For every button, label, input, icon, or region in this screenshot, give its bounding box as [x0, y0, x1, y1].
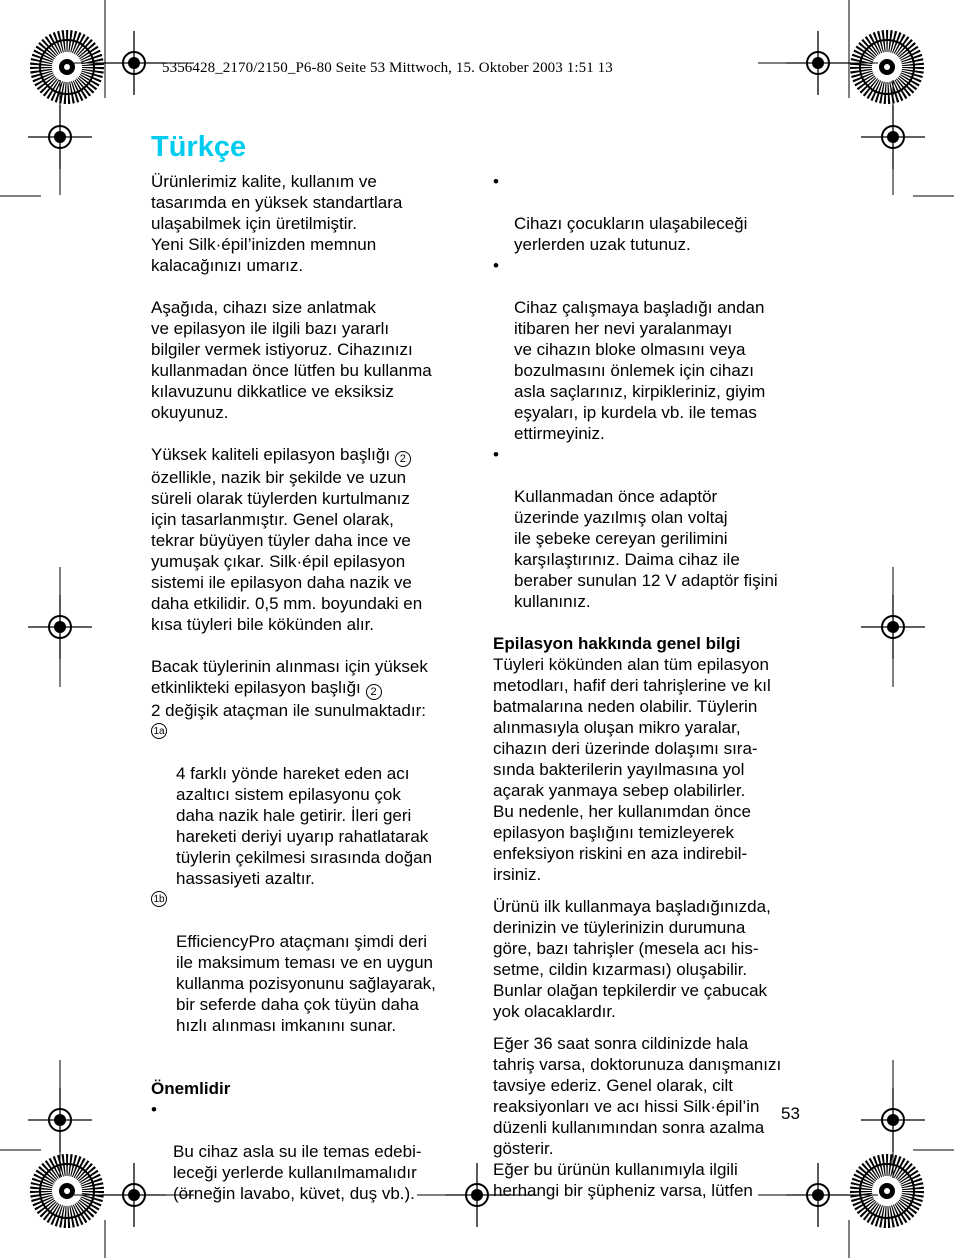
attachments-line2: etkinlikteki epilasyon başlığı	[151, 678, 361, 697]
bullet: •	[493, 256, 499, 275]
epilation-head-rest: özellikle, nazik bir şekilde ve uzun süreli olarak tüylerden kurtulmanız için tasarlanmıştır. Genel olarak, tekrar büyüyen tüyler daha ince ve yumuşak çıkar. Silk·épil epilasyon sistemi ile epilasyon daha nazik ve daha etkilidir. 0,5 mm. boyundaki en kısa tüyleri bile kökünden alır.	[151, 468, 423, 634]
list-item-text: Kullanmadan önce adaptör üzerinde yazılmış olan voltaj ile şebeke cereyan gerilimini karşılaştırınız. Daima cihaz ile beraber sunulan 12 V adaptör fişini kullanınız.	[514, 487, 778, 611]
list-item-text: Cihaz çalışmaya başladığı andan itibaren her nevi yaralanmayı ve cihazın bloke olmasını veya bozulmasını önlemek için cihazı asla saçlarınız, kirpikleriniz, giyim eşyaları, ip kurdela vb. ile temas ettirmeyiniz.	[514, 298, 766, 443]
left-column	[151, 171, 461, 1204]
epilation-head-line1: Yüksek kaliteli epilasyon başlığı	[151, 445, 391, 464]
list-item	[493, 255, 803, 444]
item-marker: 1a	[151, 723, 167, 739]
reference-marker: 2	[366, 684, 382, 700]
list-item	[151, 1099, 461, 1204]
item-marker: 1b	[151, 891, 167, 907]
general-info-paragraph: Tüyleri kökünden alan tüm epilasyon metodları, hafif deri tahrişlerine ve kıl batmalarına neden olabilir. Tüylerin alınmasıyla oluşan mikro yaralar, cihazın deri üzerinde dolaşımı sıra- sında bakterilerin yayılmasına yol açarak yanmaya sebep olabilirler. Bu nedenle, her kullanımdan önce epilasyon başlığını temizleyerek enfeksiyon riskini en aza indirebil- irsiniz.	[493, 655, 771, 884]
list-item-text: 4 farklı yönde hareket eden acı azaltıcı sistem epilasyonu çok daha nazik hale getirir. İleri geri hareketi deriyi uyarıp rahatlatarak tüylerin çekilmesi sırasında doğan hassasiyeti azaltır.	[176, 764, 433, 888]
advice-paragraph: Eğer 36 saat sonra cildinizde hala tahriş varsa, doktorunuza danışmanızı tavsiye ederiz. Genel olarak, cilt reaksiyonları ve acı hissi Silk·épil’in düzenli kullanımından sonra azalma gösterir. Eğer bu ürünün kullanımıyla ilgili herhangi bir şüpheniz varsa, lütfen	[493, 1034, 782, 1200]
attachments-paragraph	[151, 656, 461, 721]
important-heading: Önemlidir	[151, 1079, 231, 1098]
print-header: 5356428_2170/2150_P6-80 Seite 53 Mittwoch, 15. Oktober 2003 1:51 13	[162, 60, 613, 76]
list-item	[493, 171, 803, 255]
intro-paragraph: Ürünlerimiz kalite, kullanım ve tasarımda en yüksek standartlara ulaşabilmek için üretilmiştir. Yeni Silk·épil’inizden memnun kalacağınızı umarız.	[151, 172, 403, 275]
list-item	[493, 444, 803, 612]
bullet: •	[493, 445, 499, 464]
page-number: 53	[781, 1104, 800, 1123]
overview-paragraph: Aşağıda, cihazı size anlatmak ve epilasyon ile ilgili bazı yararlı bilgiler vermek istiyoruz. Cihazınızı kullanmadan önce lütfen bu kullanma kılavuzunu dikkatlice ve eksiksiz okuyunuz.	[151, 298, 432, 422]
first-use-paragraph: Ürünü ilk kullanmaya başladığınızda, derinizin ve tüylerinizin durumuna göre, bazı tahrişler (mesela acı his- setme, cildin kızarması) oluşabilir. Bunlar olağan tepkilerdir ve çabucak yok olacaklardır.	[493, 897, 771, 1021]
section-heading: Epilasyon hakkında genel bilgi	[493, 634, 741, 653]
bullet: •	[493, 172, 499, 191]
list-item-text: Bu cihaz asla su ile temas edebi- leceği yerlerde kullanılmamalıdır (örneğin lavabo, küvet, duş vb.).	[173, 1142, 422, 1203]
bullet: •	[151, 1100, 157, 1119]
epilation-head-paragraph	[151, 444, 461, 635]
list-item	[151, 721, 461, 889]
reference-marker: 2	[395, 451, 411, 467]
page-title: Türkçe	[151, 131, 247, 163]
list-item	[151, 889, 461, 1036]
list-item-text: Cihazı çocukların ulaşabileceği yerlerden uzak tutunuz.	[514, 214, 748, 254]
attachments-line1: Bacak tüylerinin alınması için yüksek	[151, 657, 428, 676]
right-column	[493, 171, 803, 1201]
attachments-line3: 2 değişik ataçman ile sunulmaktadır:	[151, 701, 426, 720]
list-item-text: EfficiencyPro ataçmanı şimdi deri ile maksimum teması ve en uygun kullanma pozisyonunu sağlayarak, bir seferde daha çok tüyün daha hızlı alınması imkanını sunar.	[176, 932, 436, 1035]
